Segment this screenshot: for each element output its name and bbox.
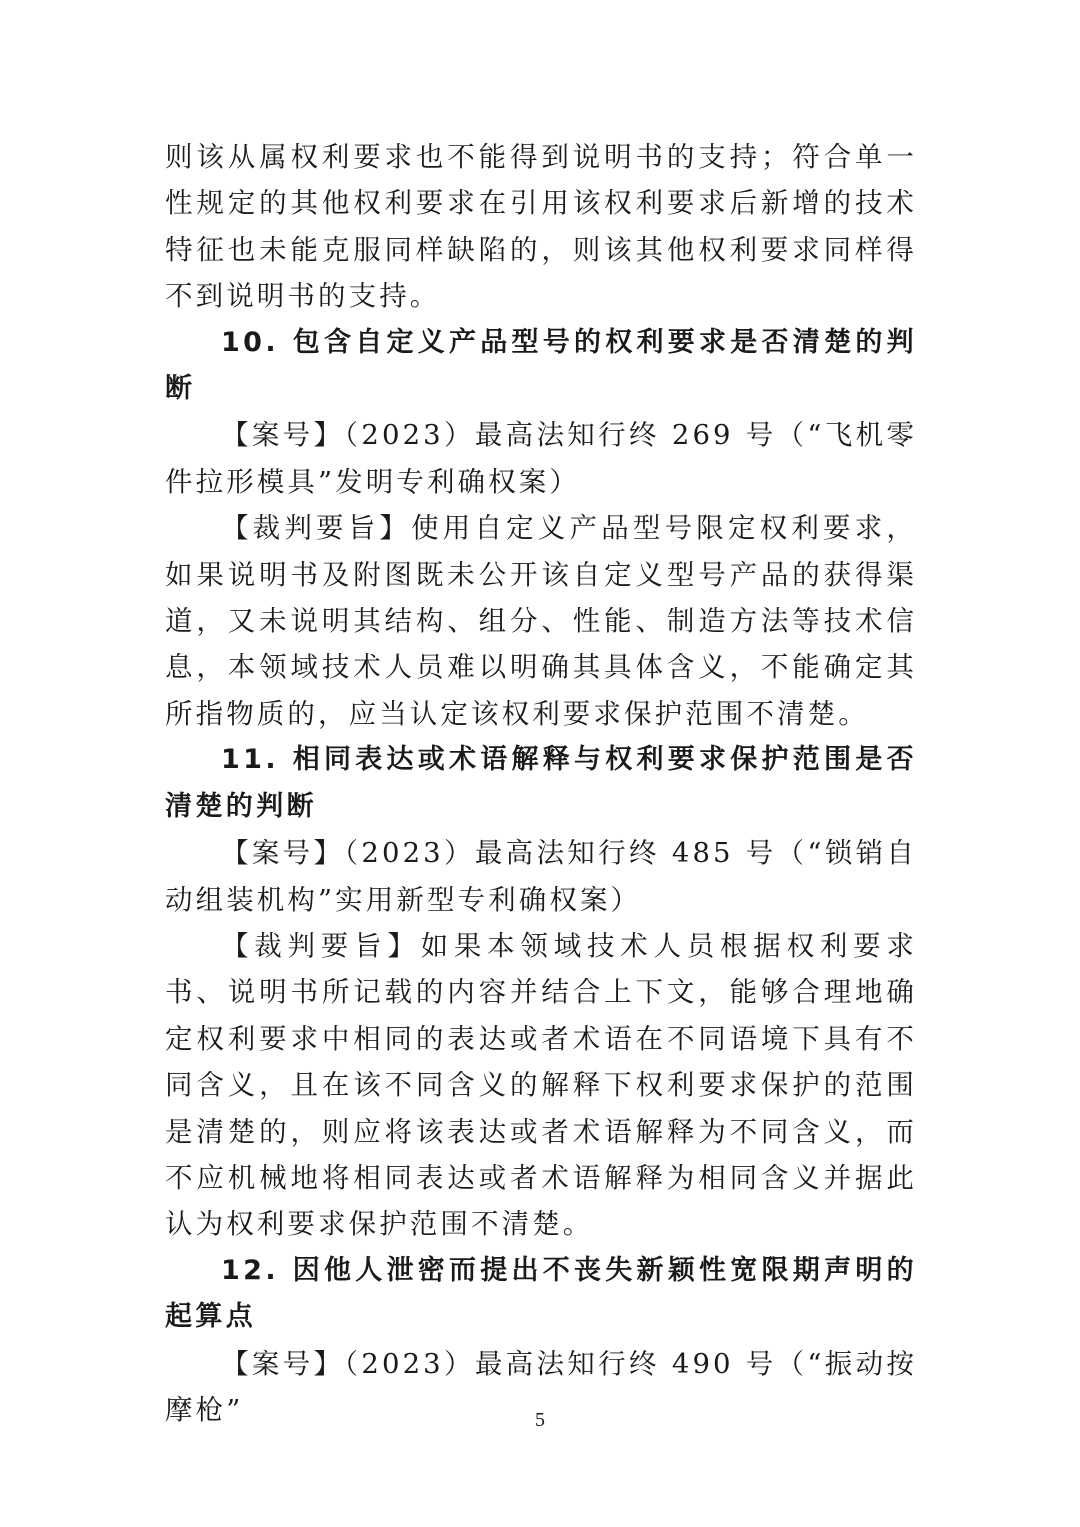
page-number: 5 [535,1409,545,1431]
section-heading-11: 11. 相同表达或术语解释与权利要求保护范围是否清楚的判断 [165,744,917,822]
section-heading-10: 10. 包含自定义产品型号的权利要求是否清楚的判断 [165,326,917,405]
ruling-summary-11: 【裁判要旨】如果本领域技术人员根据权利要求书、说明书所记载的内容并结合上下文，能够合理地确定权利要求中相同的表达或者术语在不同语境下具有不同含义，且在该不同含义的解释下权利要求保护的范围是清楚的，则应将该表达或者术语解释为不同含义，而不应机械地将相同表达或者术语解释为相同含义并据此认为权利要求保护范围不清楚。 [165,929,917,1241]
case-number-10: 【案号】（2023）最高法知行终 269 号（“飞机零件拉形模具”发明专利确权案） [165,419,917,498]
case-number-12: 【案号】（2023）最高法知行终 490 号（“振动按摩枪” [165,1347,917,1426]
case-number-11: 【案号】（2023）最高法知行终 485 号（“锁销自动组装机构”实用新型专利确权案） [165,837,917,916]
paragraph-continuation: 则该从属权利要求也不能得到说明书的支持；符合单一性规定的其他权利要求在引用该权利要求后新增的技术特征也未能克服同样缺陷的，则该其他权利要求同样得不到说明书的支持。 [165,141,917,313]
document-body [165,134,917,1433]
section-heading-12: 12. 因他人泄密而提出不丧失新颖性宽限期声明的起算点 [165,1254,917,1333]
ruling-summary-10: 【裁判要旨】使用自定义产品型号限定权利要求，如果说明书及附图既未公开该自定义型号产品的获得渠道，又未说明其结构、组分、性能、制造方法等技术信息，本领域技术人员难以明确其具体含义，不能确定其所指物质的，应当认定该权利要求保护范围不清楚。 [165,512,917,730]
